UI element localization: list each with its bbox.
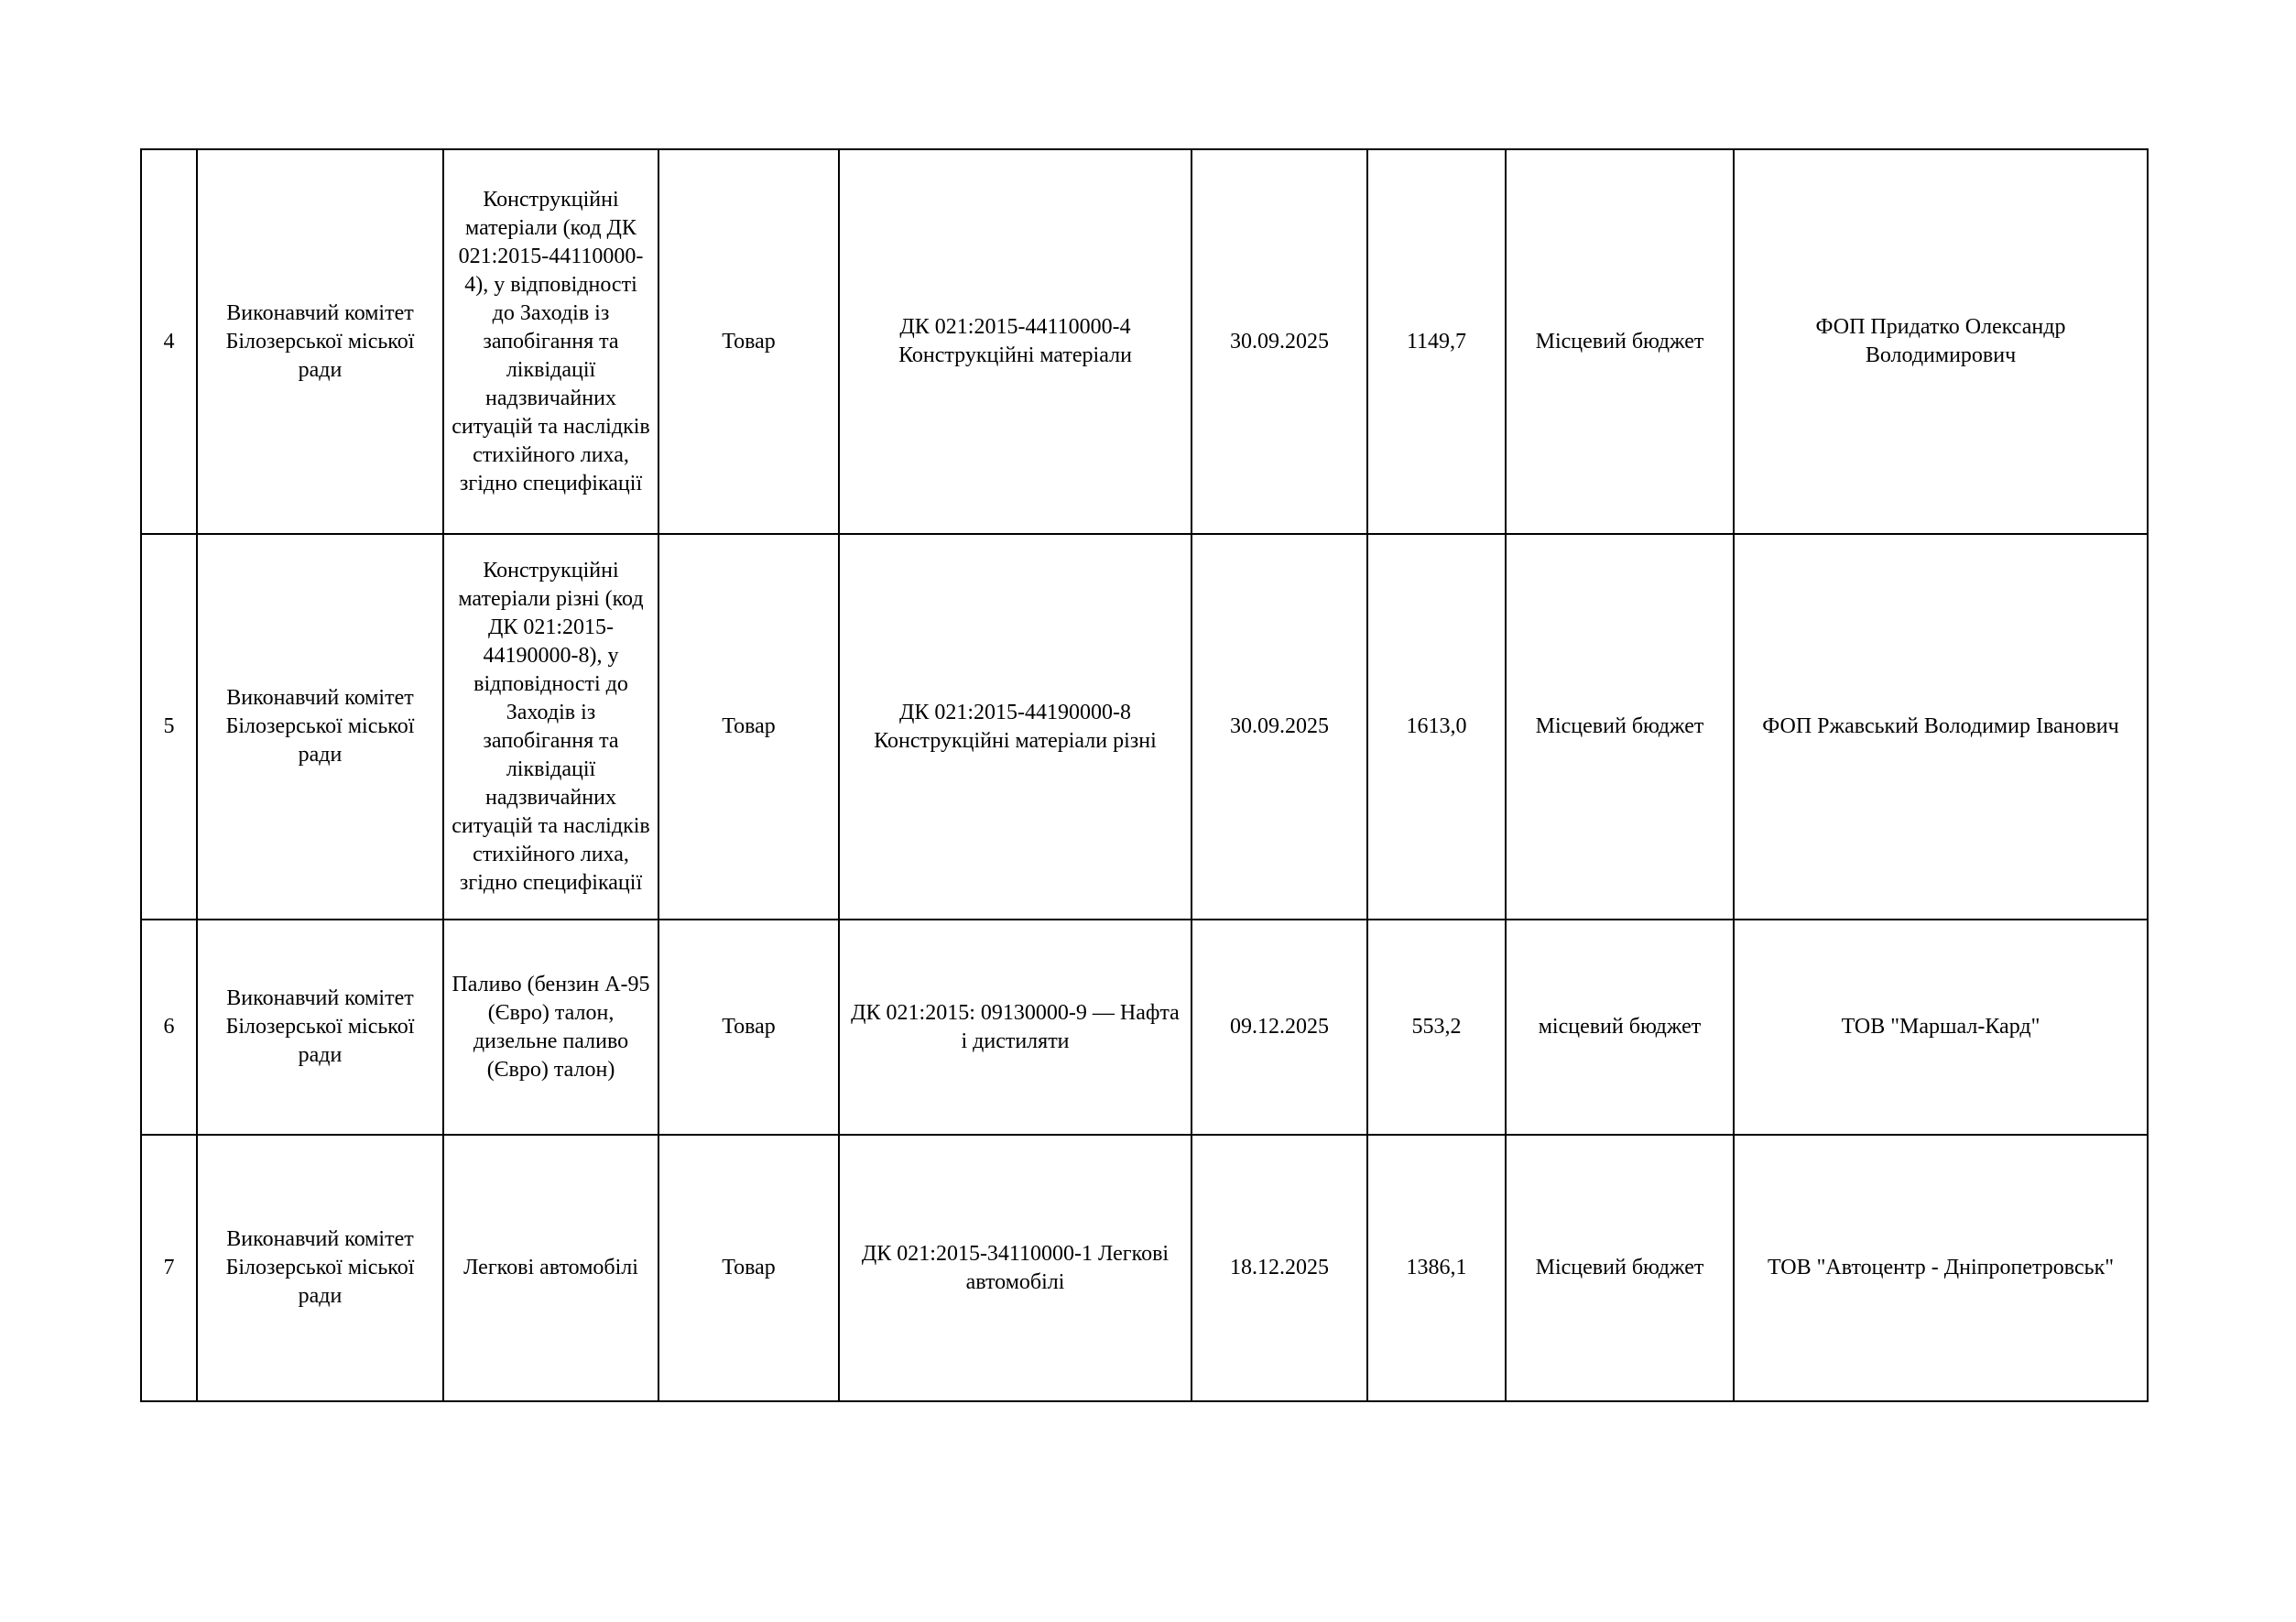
amount-cell (1367, 920, 1506, 1135)
funding-source: Місцевий бюджет (1535, 1256, 1704, 1279)
subject-line: ліквідації (506, 357, 596, 382)
organizer-line: Виконавчий комітет (226, 1227, 414, 1251)
procurement-amount: 1386,1 (1406, 1256, 1467, 1279)
subject-line: ситуацій та наслідків (452, 414, 650, 439)
classifier-code-cell (839, 149, 1192, 534)
row-number-cell (141, 1135, 197, 1401)
procurement-amount: 1613,0 (1406, 714, 1467, 738)
funding-source-cell (1506, 149, 1734, 534)
organizer-line: Білозерської міської (225, 1015, 415, 1039)
subject-cell (443, 534, 658, 920)
procurement-amount: 553,2 (1411, 1015, 1462, 1039)
funding-source: місцевий бюджет (1538, 1015, 1702, 1039)
organizer-line: Виконавчий комітет (226, 686, 414, 710)
row-number: 4 (163, 329, 175, 354)
classifier-code-line: Конструкційні матеріали (898, 343, 1132, 367)
organizer-line: Білозерської міської (225, 329, 415, 354)
subject-line: матеріали (код ДК (465, 215, 637, 240)
classifier-code-line: ДК 021:2015-44190000-8 (898, 700, 1132, 724)
supplier-line: ТОВ "Автоцентр - Дніпропетровськ" (1767, 1256, 2115, 1279)
classifier-code-cell (839, 534, 1192, 920)
procurement-type: Товар (722, 329, 776, 354)
procurement-table (140, 148, 2149, 1402)
subject-line: дизельне паливо (473, 1029, 629, 1053)
subject-line: ситуацій та наслідків (452, 813, 650, 838)
classifier-code-line: ДК 021:2015-44110000-4 (899, 315, 1131, 339)
subject-line: (Євро) талон, (487, 1000, 615, 1025)
organizer-line: ради (298, 743, 343, 767)
subject-line: надзвичайних (485, 785, 616, 810)
organizer-line: ради (298, 1284, 343, 1308)
subject-line: стихійного лиха, (473, 442, 629, 467)
subject-line: згідно специфікації (459, 870, 643, 895)
subject-line: запобігання та (483, 728, 619, 753)
classifier-code-line: ДК 021:2015-34110000-1 Легкові (861, 1241, 1170, 1266)
row-number: 7 (163, 1256, 175, 1279)
funding-source-cell (1506, 1135, 1734, 1401)
type-cell (658, 1135, 839, 1401)
subject-line: 021:2015-44110000- (458, 244, 644, 268)
subject-line: матеріали різні (код (458, 586, 644, 611)
subject-line: стихійного лиха, (473, 842, 629, 866)
classifier-code-line: Конструкційні матеріали різні (874, 728, 1157, 753)
subject-line: Конструкційні (483, 558, 619, 582)
supplier-cell (1734, 149, 2148, 534)
row-number-cell (141, 534, 197, 920)
procurement-date: 09.12.2025 (1230, 1015, 1329, 1039)
amount-cell (1367, 534, 1506, 920)
table-row (141, 1135, 2148, 1401)
organizer-line: Виконавчий комітет (226, 986, 414, 1010)
organizer-cell (197, 534, 443, 920)
subject-line: Конструкційні (483, 187, 619, 212)
subject-line: 4), у відповідності (464, 272, 637, 297)
table-row (141, 920, 2148, 1135)
subject-cell (443, 1135, 658, 1401)
organizer-line: ради (298, 357, 343, 382)
subject-cell (443, 149, 658, 534)
date-cell (1192, 149, 1367, 534)
classifier-code-line: ДК 021:2015: 09130000-9 — Нафта (851, 1000, 1180, 1025)
procurement-amount: 1149,7 (1406, 329, 1467, 354)
type-cell (658, 920, 839, 1135)
type-cell (658, 149, 839, 534)
subject-line: ліквідації (506, 757, 596, 781)
date-cell (1192, 1135, 1367, 1401)
subject-line: згідно специфікації (459, 471, 643, 495)
subject-line: 44190000-8), у (483, 643, 619, 668)
classifier-code-line: і дистиляти (961, 1029, 1070, 1053)
date-cell (1192, 534, 1367, 920)
procurement-date: 18.12.2025 (1230, 1256, 1329, 1279)
classifier-code-cell (839, 920, 1192, 1135)
funding-source-cell (1506, 534, 1734, 920)
supplier-line: Володимирович (1865, 343, 2017, 367)
subject-line: відповідності до (473, 671, 628, 696)
organizer-cell (197, 149, 443, 534)
date-cell (1192, 920, 1367, 1135)
amount-cell (1367, 1135, 1506, 1401)
subject-line: (Євро) талон) (486, 1057, 615, 1082)
supplier-line: ТОВ "Маршал-Кард" (1841, 1015, 2040, 1039)
classifier-code-line: автомобілі (965, 1269, 1065, 1294)
supplier-cell (1734, 1135, 2148, 1401)
funding-source: Місцевий бюджет (1535, 329, 1704, 354)
table-row (141, 149, 2148, 534)
organizer-line: Виконавчий комітет (226, 300, 414, 325)
row-number: 6 (163, 1015, 175, 1039)
subject-line: надзвичайних (485, 386, 616, 410)
organizer-line: Білозерської міської (225, 714, 415, 738)
row-number-cell (141, 920, 197, 1135)
procurement-type: Товар (722, 1015, 776, 1039)
procurement-type: Товар (722, 714, 776, 738)
supplier-line: ФОП Ржавський Володимир Іванович (1762, 714, 2119, 738)
supplier-cell (1734, 920, 2148, 1135)
type-cell (658, 534, 839, 920)
subject-line: Легкові автомобілі (463, 1256, 638, 1279)
subject-line: запобігання та (483, 329, 619, 354)
funding-source: Місцевий бюджет (1535, 714, 1704, 738)
subject-cell (443, 920, 658, 1135)
subject-line: Заходів із (506, 700, 596, 724)
subject-line: ДК 021:2015- (487, 615, 615, 639)
row-number-cell (141, 149, 197, 534)
subject-line: до Заходів із (492, 300, 610, 325)
row-number: 5 (163, 714, 175, 738)
organizer-line: Білозерської міської (225, 1256, 415, 1279)
organizer-cell (197, 1135, 443, 1401)
classifier-code-cell (839, 1135, 1192, 1401)
subject-line: Паливо (бензин А-95 (452, 972, 650, 996)
amount-cell (1367, 149, 1506, 534)
procurement-type: Товар (722, 1256, 776, 1279)
procurement-date: 30.09.2025 (1230, 714, 1329, 738)
supplier-line: ФОП Придатко Олександр (1815, 315, 2066, 339)
table-row (141, 534, 2148, 920)
funding-source-cell (1506, 920, 1734, 1135)
organizer-line: ради (298, 1043, 343, 1067)
supplier-cell (1734, 534, 2148, 920)
organizer-cell (197, 920, 443, 1135)
procurement-date: 30.09.2025 (1230, 329, 1329, 354)
